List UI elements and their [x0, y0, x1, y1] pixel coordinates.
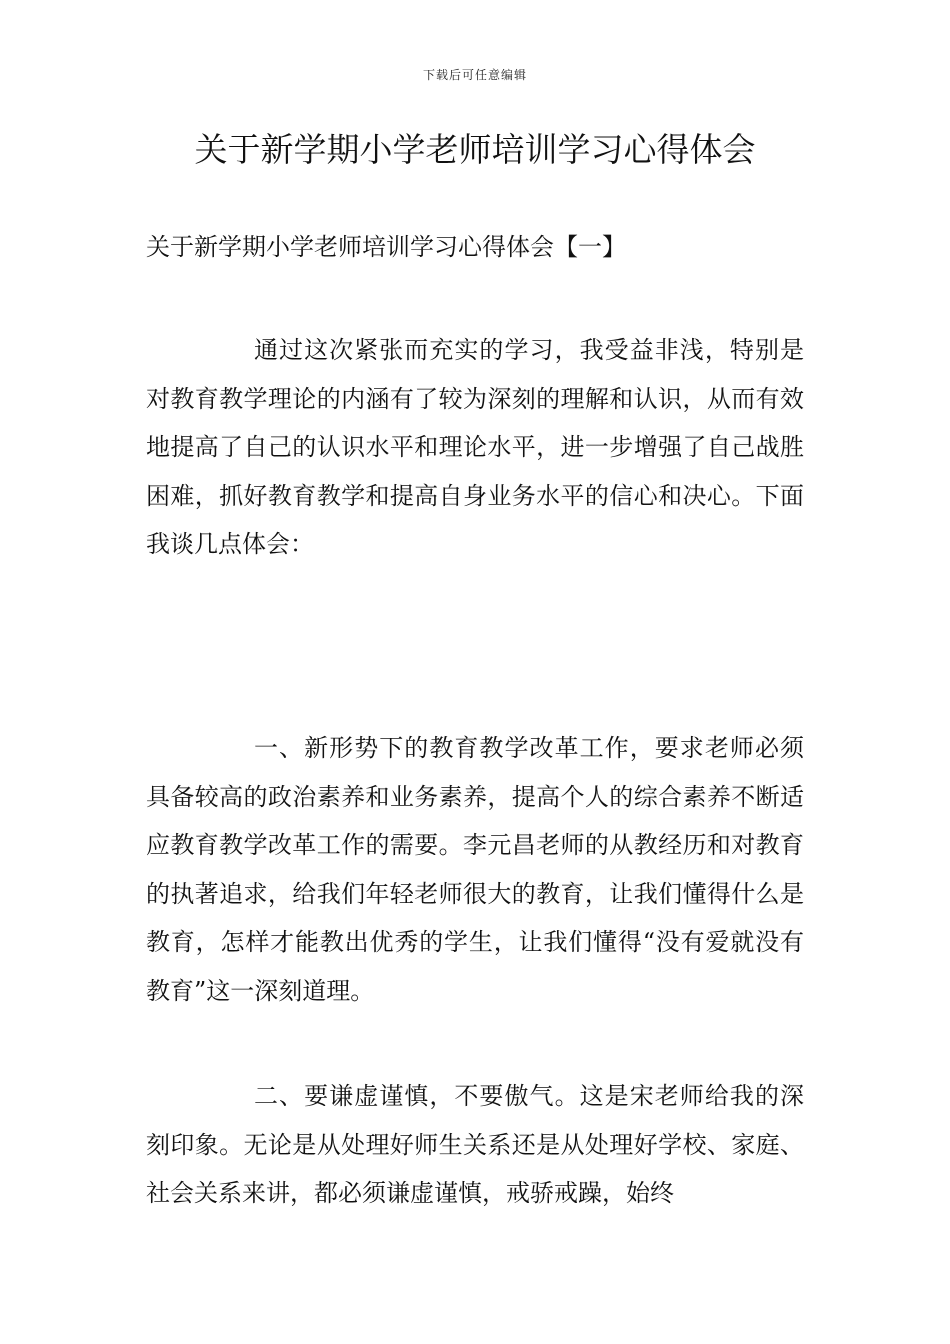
body-paragraph-1: 通过这次紧张而充实的学习，我受益非浅，特别是对教育教学理论的内涵有了较为深刻的理解和认识，从而有效地提高了自己的认识水平和理论水平，进一步增强了自己战胜困难，抓好教育教学和提高自身业务水平的信心和决心。下面我谈几点体会： [146, 336, 804, 559]
body-paragraph-3: 二、要谦虚谨慎，不要傲气。这是宋老师给我的深刻印象。无论是从处理好师生关系还是从处理好学校、家庭、社会关系来讲，都必须谦虚谨慎，戒骄戒躁，始终 [146, 1082, 804, 1208]
section-subtitle: 关于新学期小学老师培训学习心得体会【一】 [146, 233, 626, 261]
header-note: 下载后可任意编辑 [422, 68, 527, 82]
body-paragraph-2: 一、新形势下的教育教学改革工作，要求老师必须具备较高的政治素养和业务素养，提高个人的综合素养不断适应教育教学改革工作的需要。李元昌老师的从教经历和对教育的执著追求，给我们年轻老师很大的教育，让我们懂得什么是教育，怎样才能教出优秀的学生，让我们懂得“没有爱就没有教育”这一深刻道理。 [146, 734, 804, 1005]
document-title: 关于新学期小学老师培训学习心得体会 [194, 130, 756, 169]
